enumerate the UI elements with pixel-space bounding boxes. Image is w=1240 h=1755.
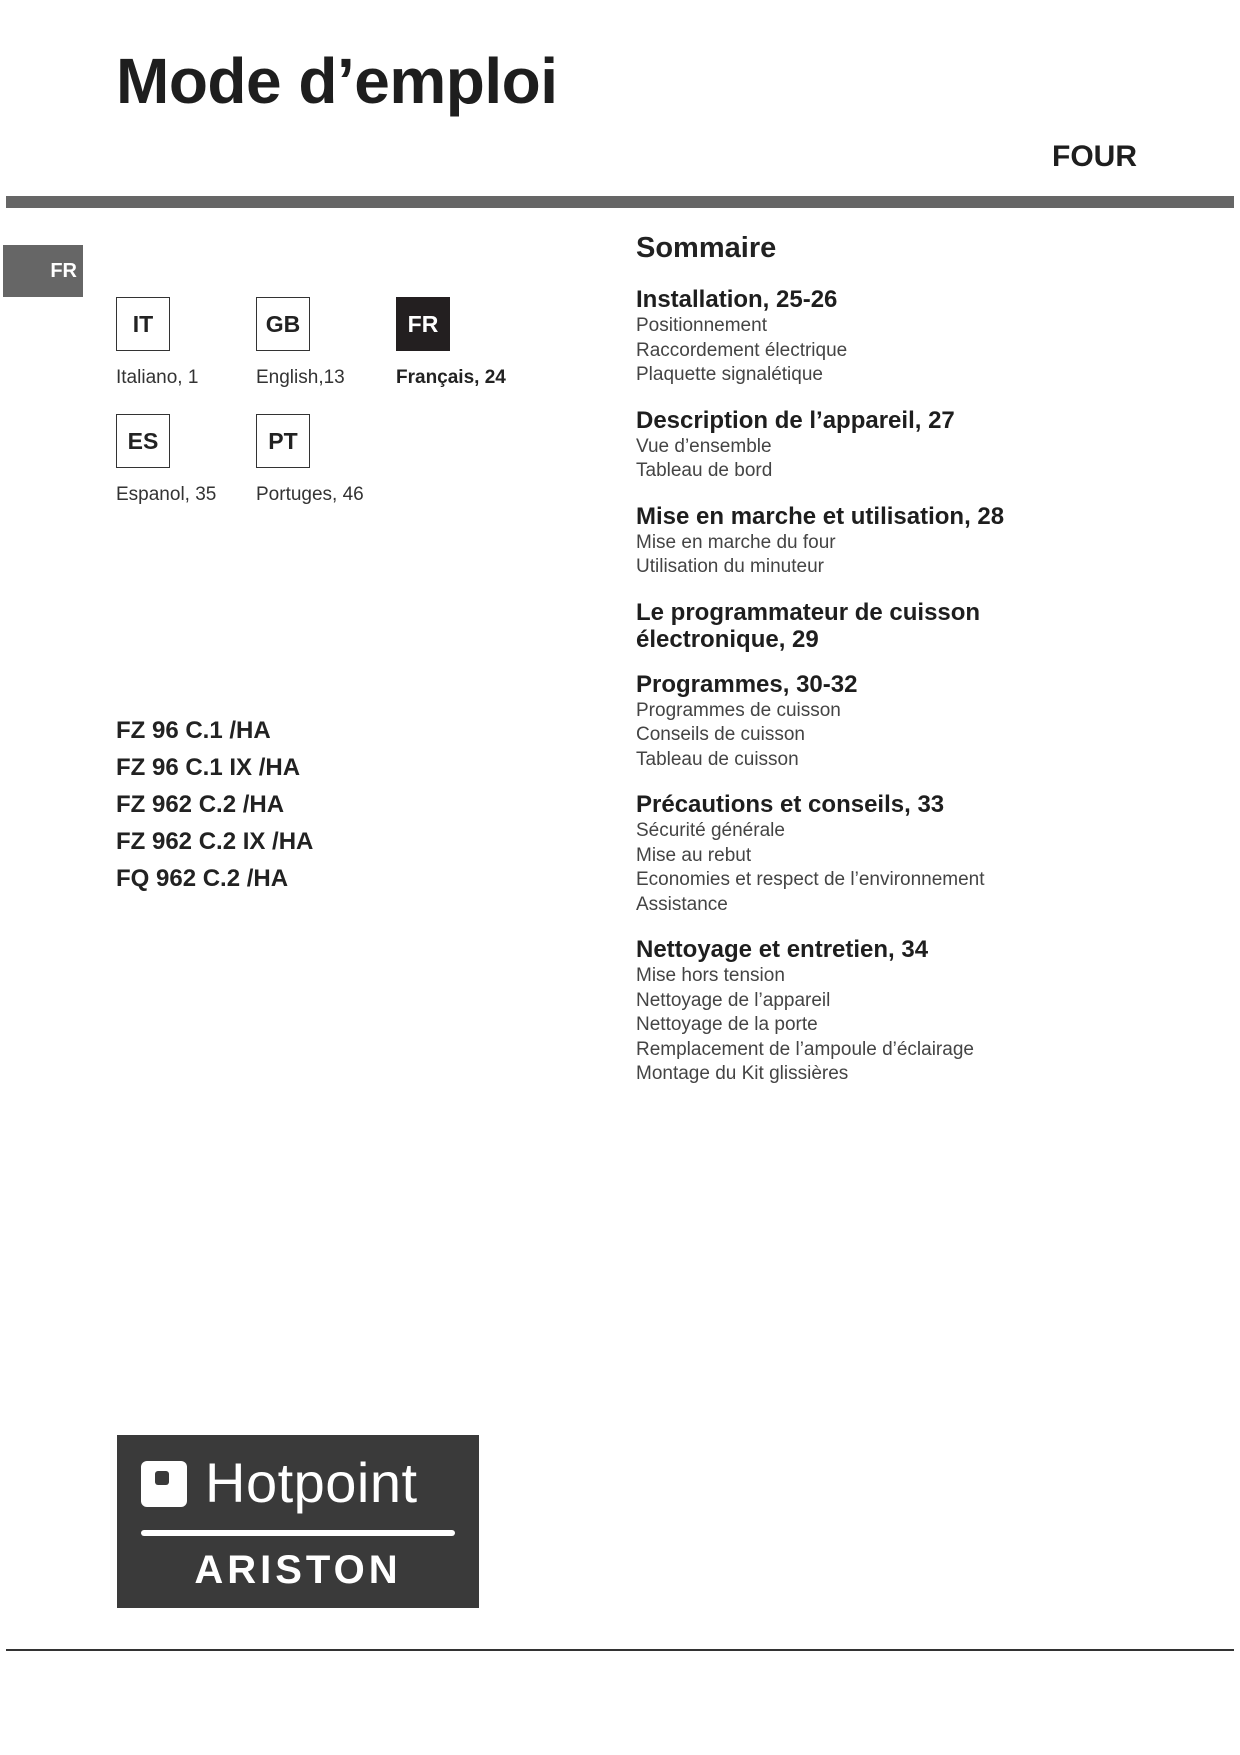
toc-item[interactable]: Assistance xyxy=(636,893,728,915)
toc-item[interactable]: Tableau de cuisson xyxy=(636,748,799,770)
toc-section-mise-en-marche xyxy=(636,504,1056,580)
toc-item[interactable]: Nettoyage de la porte xyxy=(636,1014,818,1035)
toc-heading[interactable]: Description de l’appareil, 27 xyxy=(636,406,955,434)
language-code-box: PT xyxy=(256,414,310,468)
toc-item[interactable]: Vue d’ensemble xyxy=(636,435,772,457)
language-item-it[interactable] xyxy=(116,297,256,389)
toc-heading[interactable]: Installation, 25-26 xyxy=(636,286,838,313)
language-index xyxy=(116,297,556,517)
language-item-fr[interactable] xyxy=(396,297,536,389)
toc-item[interactable]: Economies et respect de l’environnement xyxy=(636,869,985,890)
toc-section-nettoyage xyxy=(636,937,1056,1087)
toc-heading[interactable]: Le programmateur de cuisson xyxy=(636,598,981,626)
toc-item[interactable]: Nettoyage de l’appareil xyxy=(636,989,831,1011)
language-label: English,13 xyxy=(256,367,345,388)
language-side-tab: FR xyxy=(3,245,83,297)
toc-heading[interactable]: Nettoyage et entretien, 34 xyxy=(636,936,929,963)
language-label: Portuges, 46 xyxy=(256,484,364,505)
brand-logo xyxy=(117,1435,479,1608)
language-code-box: GB xyxy=(256,297,310,351)
logo-divider xyxy=(141,1530,455,1536)
model-number: FZ 962 C.2 /HA xyxy=(116,791,285,818)
language-item-es[interactable] xyxy=(116,414,256,506)
toc-item[interactable]: Conseils de cuisson xyxy=(636,724,805,745)
language-item-gb[interactable] xyxy=(256,297,396,389)
toc-heading[interactable]: Précautions et conseils, 33 xyxy=(636,791,945,818)
toc-item[interactable]: Mise en marche du four xyxy=(636,531,836,553)
toc-item[interactable]: Positionnement xyxy=(636,315,767,336)
model-number: FZ 962 C.2 IX /HA xyxy=(116,828,314,855)
model-number: FZ 96 C.1 IX /HA xyxy=(116,754,301,781)
language-item-pt[interactable] xyxy=(256,414,396,506)
toc-section-programmes xyxy=(636,672,1056,773)
toc-heading-continued[interactable]: électronique, 29 xyxy=(636,625,819,653)
toc-item[interactable]: Utilisation du minuteur xyxy=(636,556,824,577)
toc-section-installation xyxy=(636,287,1056,388)
toc-item[interactable]: Sécurité générale xyxy=(636,820,785,841)
toc-item[interactable]: Montage du Kit glissières xyxy=(636,1063,849,1084)
toc-item[interactable]: Programmes de cuisson xyxy=(636,699,841,721)
language-code-box: ES xyxy=(116,414,170,468)
toc-section-programmateur xyxy=(636,600,1056,652)
toc-section-precautions xyxy=(636,792,1056,917)
language-label: Italiano, 1 xyxy=(116,367,199,388)
top-divider xyxy=(6,196,1234,208)
toc-item[interactable]: Mise au rebut xyxy=(636,844,752,866)
toc-section-description xyxy=(636,408,1056,484)
logo-mark-icon xyxy=(141,1461,187,1507)
logo-wordmark-secondary: ARISTON xyxy=(194,1548,402,1592)
logo-wordmark-primary: Hotpoint xyxy=(205,1451,418,1514)
model-list xyxy=(116,712,313,897)
language-label: Espanol, 35 xyxy=(116,484,217,505)
model-number: FZ 96 C.1 /HA xyxy=(116,717,271,744)
product-type: FOUR xyxy=(1052,140,1137,173)
toc-item[interactable]: Plaquette signalétique xyxy=(636,364,823,385)
toc-title: Sommaire xyxy=(636,232,777,264)
table-of-contents xyxy=(636,232,1056,1107)
toc-item[interactable]: Tableau de bord xyxy=(636,460,773,481)
language-code-box: FR xyxy=(396,297,450,351)
bottom-divider xyxy=(6,1649,1234,1651)
toc-item[interactable]: Remplacement de l’ampoule d’éclairage xyxy=(636,1038,974,1060)
toc-item[interactable]: Raccordement électrique xyxy=(636,339,848,361)
model-number: FQ 962 C.2 /HA xyxy=(116,865,289,892)
toc-heading[interactable]: Programmes, 30-32 xyxy=(636,670,858,698)
toc-item[interactable]: Mise hors tension xyxy=(636,965,785,986)
language-label: Français, 24 xyxy=(396,367,506,388)
language-code-box: IT xyxy=(116,297,170,351)
toc-heading[interactable]: Mise en marche et utilisation, 28 xyxy=(636,502,1005,530)
page-title: Mode d’emploi xyxy=(116,45,558,117)
